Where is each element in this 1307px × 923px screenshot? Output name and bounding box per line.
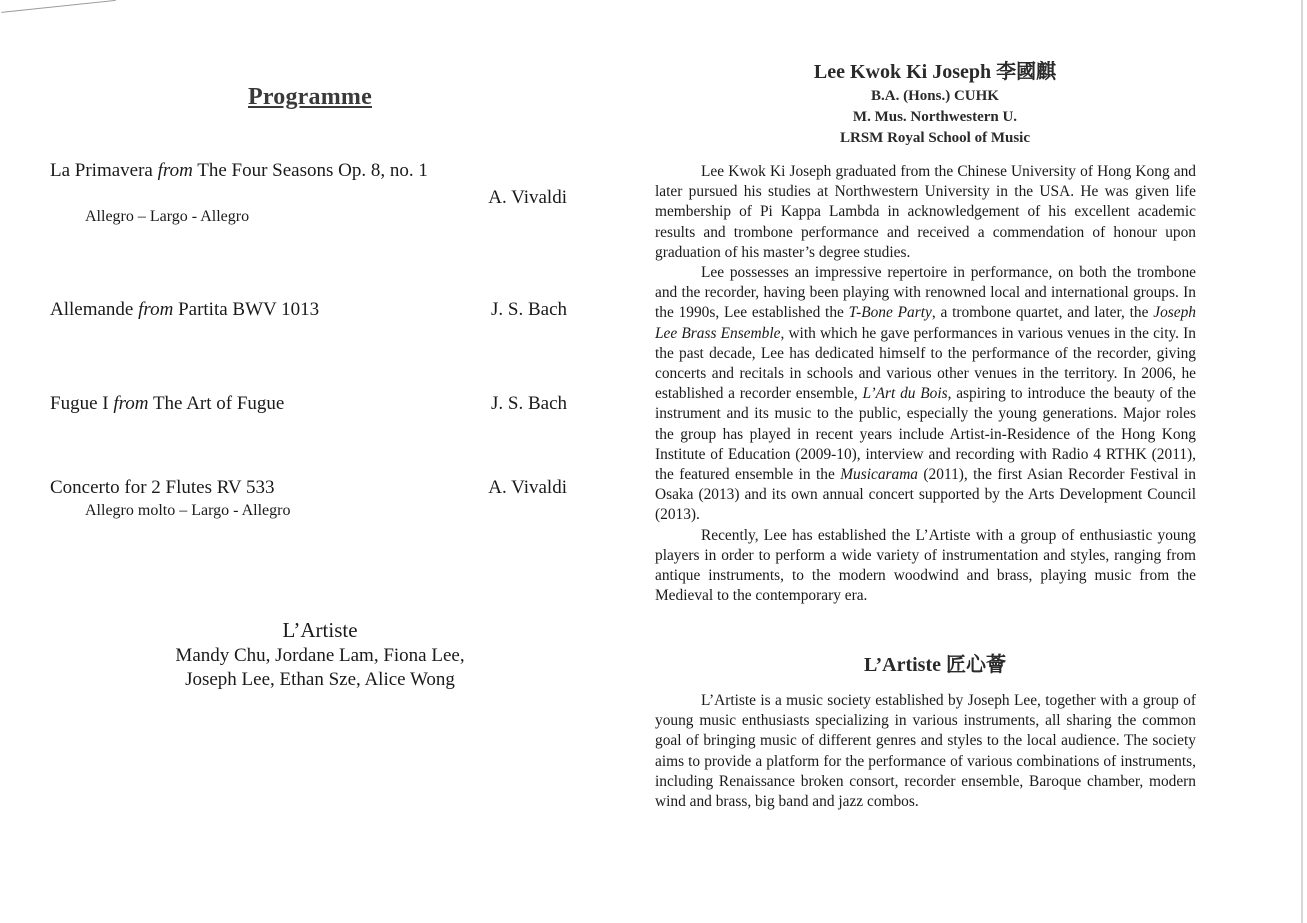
bio-paragraph-2 xyxy=(655,263,1196,526)
piece-composer: A. Vivaldi xyxy=(488,187,567,208)
piece-source: The Art of Fugue xyxy=(152,393,285,414)
piece-work: La Primavera xyxy=(50,160,153,181)
italic-lart-du-bois: L’Art du Bois xyxy=(862,385,948,403)
programme-title: Programme xyxy=(248,84,372,110)
ensemble-members-line2: Joseph Lee, Ethan Sze, Alice Wong xyxy=(185,669,455,690)
bio-paragraph-3: Recently, Lee has established the L’Artiste with a group of enthusiastic young players in order to perform a wide variety of instrumentation and styles, ranging from antique instruments, to the modern woodwind and brass, playing music from the Medieval to the contemporary era. xyxy=(655,526,1196,605)
society-body xyxy=(655,691,1196,812)
piece-from: from xyxy=(157,160,193,181)
piece-title: Concerto for 2 Flutes RV 533 xyxy=(50,477,275,498)
italic-musicarama: Musicarama xyxy=(840,466,919,484)
programme-item-concerto xyxy=(50,477,570,519)
piece-work: Allemande xyxy=(50,299,134,320)
piece-from: from xyxy=(138,299,174,320)
programme-page xyxy=(0,0,640,923)
piece-movements: Allegro molto – Largo - Allegro xyxy=(85,502,291,519)
piece-composer: J. S. Bach xyxy=(491,393,567,414)
italic-tbone-party: T-Bone Party xyxy=(848,304,932,322)
italic-brass-ensemble: Joseph Lee Brass Ensemble xyxy=(655,304,1196,342)
text-run: Lee possesses an impressive repertoire in performance, on both the trombone and the recorder, having been playing with renowned local and international groups. In the 1990s, Lee established the xyxy=(655,264,1196,322)
piece-source: The Four Seasons Op. 8, no. 1 xyxy=(197,160,428,181)
piece-from: from xyxy=(113,393,149,414)
text-run: (2011), the first Asian Recorder Festival in Osaka (2013) and its own annual concert supported by the Arts Development Council (2013). xyxy=(655,466,1196,524)
programme-item-la-primavera xyxy=(50,160,570,225)
bio-header xyxy=(655,58,1215,149)
piece-composer: A. Vivaldi xyxy=(488,477,567,498)
bio-credential-lrsm: LRSM Royal School of Music xyxy=(839,130,1030,146)
ensemble-members-line1: Mandy Chu, Jordane Lam, Fiona Lee, xyxy=(175,645,465,666)
bio-paragraph-1: Lee Kwok Ki Joseph graduated from the Chinese University of Hong Kong and later pursued his studies at Northwestern University in the USA. He was given life membership of Pi Kappa Lambda in acknowledgement of his excellent academic results and trombone performance and received a commendation of honour upon graduation of his master’s degree studies. xyxy=(655,163,1196,261)
piece-movements: Allegro – Largo - Allegro xyxy=(85,208,250,225)
programme-item-fugue xyxy=(50,393,570,415)
bio-body xyxy=(655,162,1196,606)
text-run: , aspiring to introduce the beauty of the instrument and its music to the public, especially the young generations. Major roles the group has played in recent years include Artist-in-Residence of the Hong Kong Institute of Education (2009-10), interview and recording with Radio 4 RTHK (2011), the featured ensemble in the xyxy=(655,385,1196,484)
piece-source: Partita BWV 1013 xyxy=(178,299,320,320)
society-title: L’Artiste 匠心薈 xyxy=(863,654,1007,676)
piece-title xyxy=(50,160,570,182)
bio-credential-mmus: M. Mus. Northwestern U. xyxy=(852,109,1018,125)
piece-work: Fugue I xyxy=(50,393,109,414)
bio-credential-ba: B.A. (Hons.) CUHK xyxy=(871,88,999,104)
biography-page xyxy=(640,0,1307,923)
text-run: , with which he gave performances in various venues in the city. In the past decade, Lee has dedicated himself to the performance of the recorder, giving concerts and recitals in schools and various other venues in the territory. In 2006, he established a recorder ensemble, xyxy=(655,324,1196,403)
piece-composer: J. S. Bach xyxy=(491,299,567,320)
bio-name: Lee Kwok Ki Joseph 李國麒 xyxy=(813,61,1057,83)
ensemble-block xyxy=(120,616,520,692)
text-run: , a trombone quartet, and later, the xyxy=(931,304,1154,322)
ensemble-name: L’Artiste xyxy=(282,618,358,642)
programme-item-allemande xyxy=(50,299,570,321)
society-paragraph: L’Artiste is a music society established by Joseph Lee, together with a group of young music enthusiasts specializing in various instruments, all sharing the common goal of bringing music of different genres and styles to the local audience. The society aims to provide a platform for the performance of various combinations of instruments, including Renaissance broken consort, recorder ensemble, Baroque chamber, modern wind and brass, big band and jazz combos. xyxy=(655,692,1196,811)
